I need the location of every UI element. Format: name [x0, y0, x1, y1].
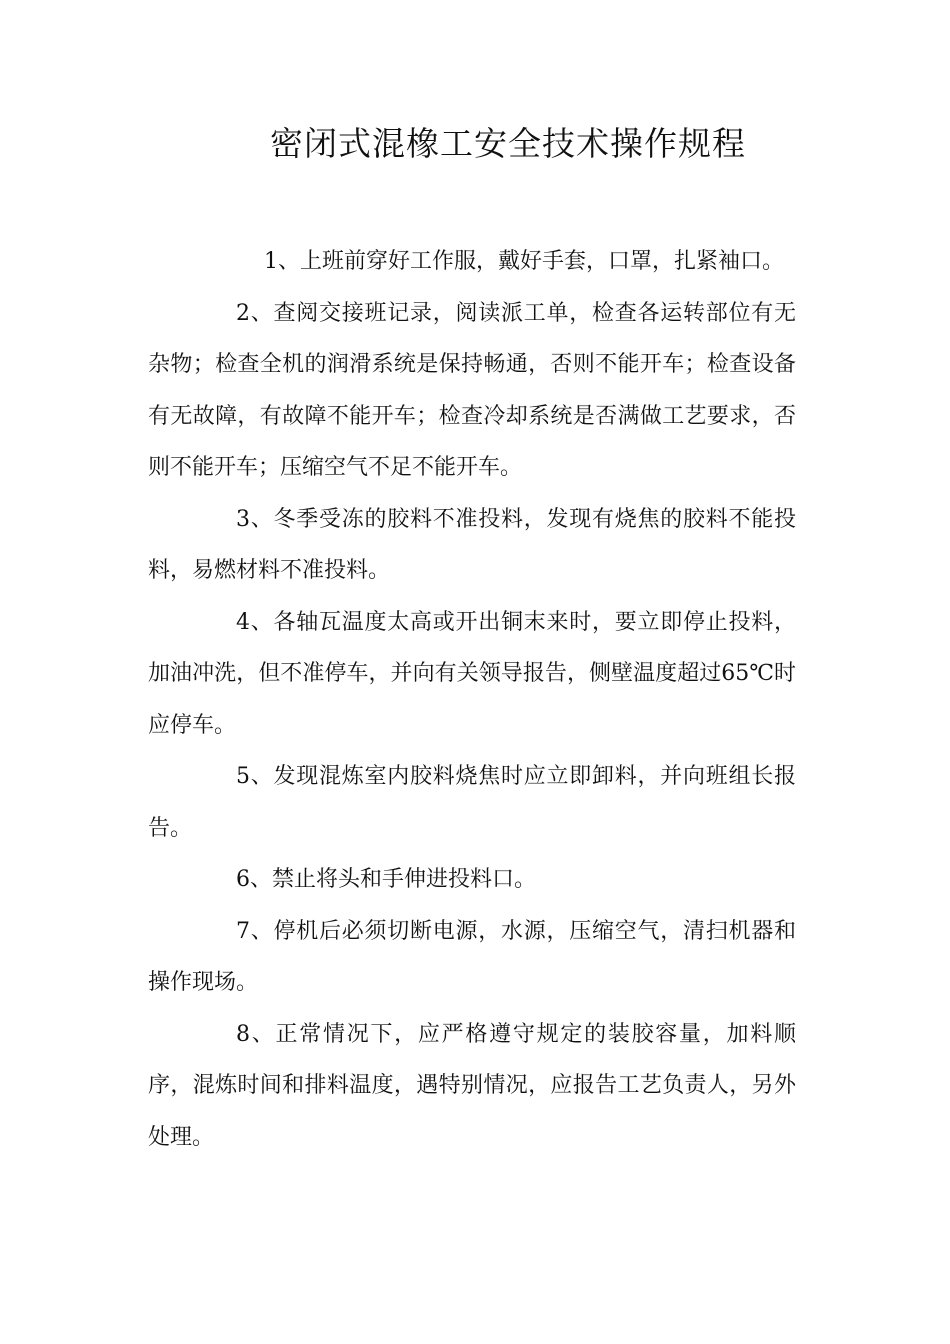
paragraph-8: 8、正常情况下，应严格遵守规定的装胶容量，加料顺序，混炼时间和排料温度，遇特别情况，应报告工艺负责人，另外处理。 — [148, 1021, 796, 1150]
paragraph-6: 6、禁止将头和手伸进投料口。 — [236, 867, 536, 892]
paragraph-1: 1、上班前穿好工作服，戴好手套，口罩，扎紧袖口。 — [264, 249, 784, 274]
paragraph-2: 2、查阅交接班记录，阅读派工单，检查各运转部位有无杂物；检查全机的润滑系统是保持畅通，否则不能开车；检查设备有无故障，有故障不能开车；检查冷却系统是否满做工艺要求，否则不能开车；压缩空气不足不能开车。 — [148, 300, 796, 480]
document-title-text: 密闭式混橡工安全技术操作规程 — [270, 124, 746, 163]
paragraph-3: 3、冬季受冻的胶料不准投料，发现有烧焦的胶料不能投料，易燃材料不准投料。 — [148, 506, 796, 583]
paragraph-4: 4、各轴瓦温度太高或开出铜末来时，要立即停止投料，加油冲洗，但不准停车，并向有关领导报告，侧壁温度超过65℃时应停车。 — [148, 609, 796, 738]
paragraph-5: 5、发现混炼室内胶料烧焦时应立即卸料，并向班组长报告。 — [148, 764, 796, 841]
paragraph-7: 7、停机后必须切断电源，水源，压缩空气，清扫机器和操作现场。 — [148, 918, 796, 995]
document-title — [0, 122, 950, 166]
document-body — [148, 236, 796, 1163]
